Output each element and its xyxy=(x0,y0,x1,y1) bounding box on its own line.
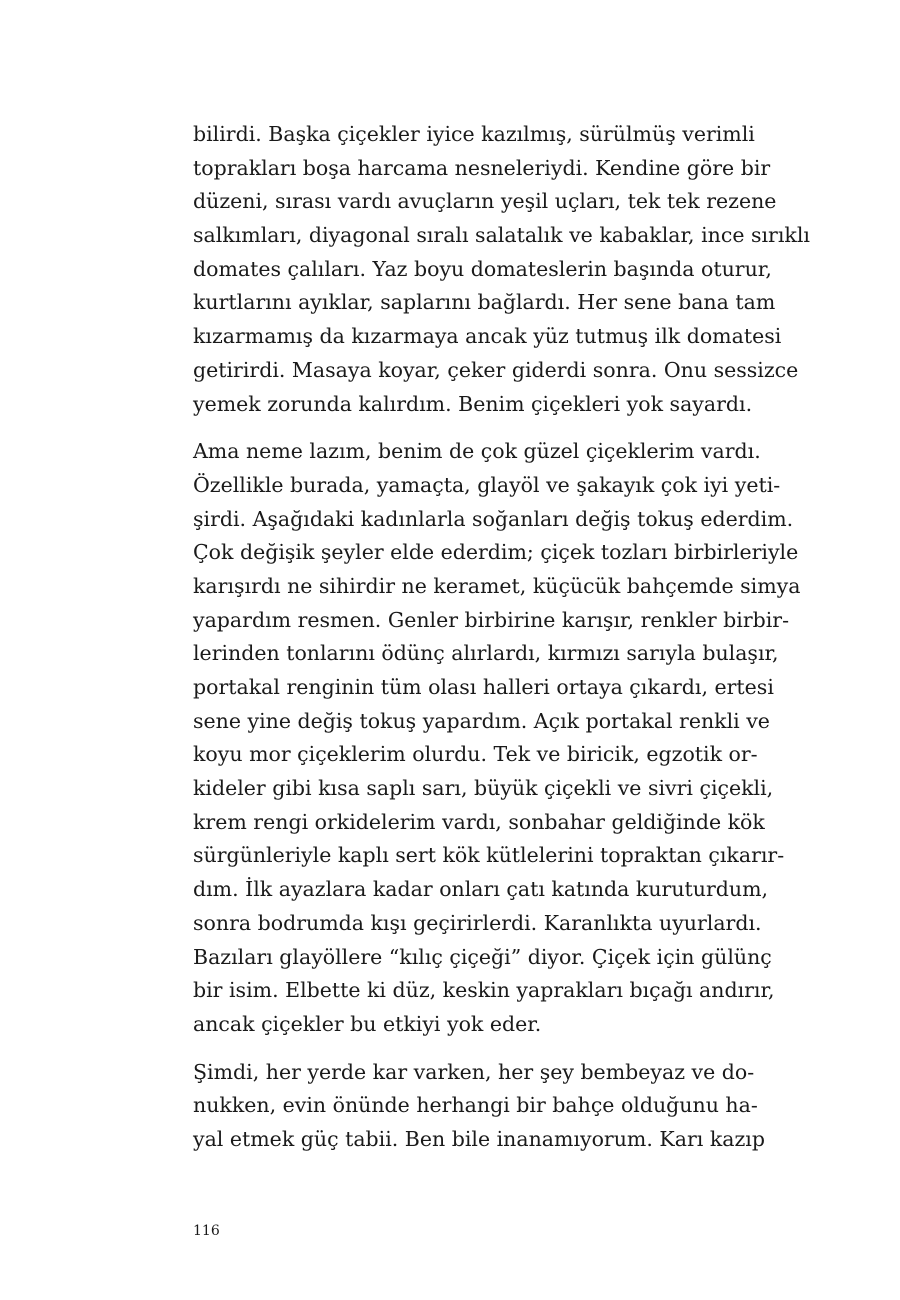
text-line: sene yine değiş tokuş yapardım. Açık portakal renkli ve xyxy=(193,708,770,733)
text-line: Çok değişik şeyler elde ederdim; çiçek tozları birbirleriyle xyxy=(193,540,799,565)
text-line: sonra bodrumda kışı geçirirlerdi. Karanlıkta uyurlardı. xyxy=(193,910,762,935)
text-line: bir isim. Elbette ki düz, keskin yaprakları bıçağı andırır, xyxy=(193,978,775,1003)
text-line: sürgünleriyle kaplı sert kök kütlelerini topraktan çıkarır- xyxy=(193,843,785,868)
page-number: 116 xyxy=(193,1223,220,1239)
text-line: şirdi. Aşağıdaki kadınlarla soğanları değiş tokuş ederdim. xyxy=(193,506,794,531)
text-line: dım. İlk ayazlara kadar onları çatı katında kuruturdum, xyxy=(193,877,769,902)
text-line: salkımları, diyagonal sıralı salatalık ve kabaklar, ince sırıklı xyxy=(193,223,810,248)
text-line: krem rengi orkidelerim vardı, sonbahar geldiğinde kök xyxy=(193,809,765,834)
text-line: Ama neme lazım, benim de çok güzel çiçeklerim vardı. xyxy=(193,439,761,464)
text-line: kideler gibi kısa saplı sarı, büyük çiçekli ve sivri çiçekli, xyxy=(193,776,774,801)
paragraph-3 xyxy=(193,1056,765,1157)
paragraph-1 xyxy=(193,118,810,421)
text-line: Bazıları glayöllere “kılıç çiçeği” diyor. Çiçek için gülünç xyxy=(193,944,772,969)
text-line: Şimdi, her yerde kar varken, her şey bembeyaz ve do- xyxy=(193,1059,755,1084)
text-line: yapardım resmen. Genler birbirine karışır, renkler birbir- xyxy=(193,607,790,632)
text-line: lerinden tonlarını ödünç alırlardı, kırmızı sarıyla bulaşır, xyxy=(193,641,779,666)
text-line: karışırdı ne sihirdir ne keramet, küçücük bahçemde simya xyxy=(193,573,801,598)
text-line: ancak çiçekler bu etkiyi yok eder. xyxy=(193,1011,542,1036)
text-line: bilirdi. Başka çiçekler iyice kazılmış, sürülmüş verimli xyxy=(193,122,755,146)
text-line: toprakları boşa harcama nesneleriydi. Kendine göre bir xyxy=(193,155,771,180)
text-line: yemek zorunda kalırdım. Benim çiçekleri yok sayardı. xyxy=(193,391,753,416)
paragraph-2 xyxy=(193,435,801,1041)
text-line: Özellikle burada, yamaçta, glayöl ve şakayık çok iyi yeti- xyxy=(193,472,781,497)
text-line: portakal renginin tüm olası halleri ortaya çıkardı, ertesi xyxy=(193,675,774,699)
text-line: nukken, evin önünde herhangi bir bahçe olduğunu ha- xyxy=(193,1093,758,1118)
text-line: düzeni, sırası vardı avuçların yeşil uçları, tek tek rezene xyxy=(193,189,777,214)
text-line: domates çalıları. Yaz boyu domateslerin başında oturur, xyxy=(193,256,772,281)
body-text xyxy=(193,118,810,1157)
text-line: koyu mor çiçeklerim olurdu. Tek ve biricik, egzotik or- xyxy=(193,742,758,767)
text-line: kızarmamış da kızarmaya ancak yüz tutmuş ilk domatesi xyxy=(193,324,782,349)
text-line: yal etmek güç tabii. Ben bile inanamıyorum. Karı kazıp xyxy=(193,1126,765,1151)
text-line: kurtlarını ayıklar, saplarını bağlardı. Her sene bana tam xyxy=(193,290,776,315)
text-line: getirirdi. Masaya koyar, çeker giderdi sonra. Onu sessizce xyxy=(193,357,799,382)
